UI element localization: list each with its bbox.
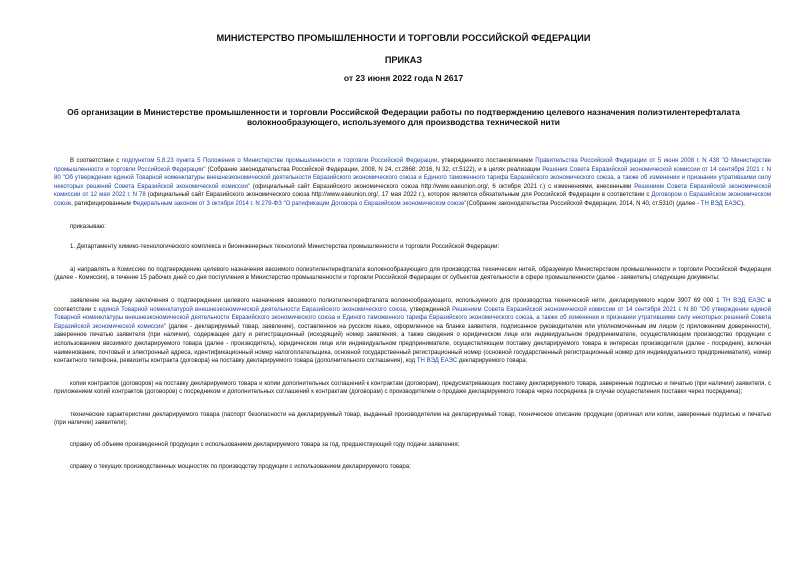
item-1: 1. Департаменту химико-технологического комплекса и биоинженерных технологий Министерства промышленности и торговли Российской Федерации: [70,244,500,251]
link-eec-decision-80[interactable]: Решения Совета Евразийской экономической комиссии от 14 сентября 2021 г. N 80 "Об утверждении единой Товарной номенклатуры внешнеэкономической деятельности Евразийского экономического союза и Единого таможенного тарифа Евразийского экономического союза, а также об изменении и признании утратившими силу некоторых решений Совета Евразийской экономической комиссии" [54,166,771,190]
application-paragraph: заявление на выдачу заключения о подтверждении целевого назначения ввозимого полиэтилентерефталата волокнообразующего, используемого для производства технической нити, декларируемого кодом 3907 69 000 1 ТН ВЭД ЕАЭС в соответствии с единой Товарной номенклатурой внешнеэкономической деятельности Евразийского экономического союза, утвержденной Решением Совета Евразийской экономической комиссии от 14 сентября 2021 г. N 80 "Об утверждении единой Товарной номенклатуры внешнеэкономической деятельности Евразийского экономического союза и Единого таможенного тарифа Евразийского экономического союза, а также об изменении и признании утратившими силу некоторых решений Совета Евразийской экономической комиссии" (далее - декларируемый товар, заявление), составленное на русском языке, оформленное на бланке заявителя, подписанное руководителем или уполномоченным им лицом (с приложением доверенности), заверенное печатью заявителя (при наличии), содержащее дату и регистрационный (исходящий) номер заявления, а также сведения о юридическом лице или индивидуальном предпринимателе, осуществляющем производство продукции с использованием ввозимого декларируемого товара (далее - производитель), юридическом лице или индивидуальном предпринимателе, осуществляющем поставку декларируемого товара в интересах производителя (далее - посредник), включая наименование, почтовый и электронный адреса, идентификационный номер налогоплательщика, основной государственный регистрационный номер (основной государственный регистрационный номер для индивидуального предпринимателя), номер контактного телефона, реквизиты контракта (договора) на поставку декларируемого товара (дополнительного соглашения), код ТН ВЭД ЕАЭС декларируемого товара; [54,297,772,365]
contracts-paragraph: копии контрактов (договоров) на поставку декларируемого товара и копии дополнительных соглашений к контрактам (договорам), предусматривающих поставку декларируемого товара, заверенные подписью и печатью (при наличии) заявителя, с приложением копий контрактов (договоров) с посредником и дополнительных соглашений к контрактам (договорам) с производителем о продаже декларируемого товара через посредника (в случае осуществления поставки через посредника); [54,380,771,396]
link-eec-decision-80[interactable]: Решением Совета Евразийской экономической комиссии от 14 сентября 2021 г. N 80 "Об утверждении единой Товарной номенклатуры внешнеэкономической деятельности Евразийского экономического союза и Единого таможенного тарифа Евразийского экономического союза, а также об изменении и признании утратившими силу некоторых решений Совета Евразийской экономической комиссии" [54,306,772,330]
link-tn-ved-eaeu[interactable]: ТН ВЭД ЕАЭС [700,200,742,207]
order-word: приказываю: [70,223,106,230]
production-volume-paragraph: справку об объеме произведенной продукции с использованием декларируемого товара за год, предшествующий году подачи заявления; [70,442,460,449]
link-tn-ved-eaeu[interactable]: ТН ВЭД ЕАЭС [416,358,458,365]
item-1a: а) направлять в Комиссию по подтверждению целевого назначения ввозимого полиэтилентерефталата волокнообразующего для производства технических нитей, образуемую Министерством промышленности и торговли Российской Федерации (далее - Комиссия), в течение 15 рабочих дней со дня поступления в Министерство промышленности и торговли Российской Федерации от субъектов деятельности в сфере промышленности (далее - заявитель) следующие документы: [54,266,771,282]
specifications-paragraph: технические характеристики декларируемого товара (паспорт безопасности на декларируемый товар, выданный производителем на декларируемый товар, техническое описание продукции (оригинал или копии, заверенные подписью и печатью (при наличии) заявителя); [54,411,771,427]
link-government-decree-438[interactable]: Правительства Российской Федерации от 5 июня 2008 г. N 438 "О Министерстве промышленности и торговли Российской Федерации" [54,158,771,173]
link-eaeu-treaty[interactable]: Договором о Евразийском экономическом союзе [54,192,772,207]
link-regulation-subpoint[interactable]: подпунктом 5.8.23 пункта 5 Положения о Министерстве промышленности и торговли Российской Федерации [121,158,438,164]
link-tn-ved-eaeu[interactable]: ТН ВЭД ЕАЭС [722,297,765,304]
production-capacity-paragraph: справку о текущих производственных мощностях по производству продукции с использованием декларируемого товара; [70,463,411,470]
document-body [54,157,771,471]
link-eec-decision-78[interactable]: Решением Совета Евразийской экономической комиссии от 12 мая 2022 г. N 78 [54,183,771,199]
link-federal-law-279[interactable]: Федеральным законом от 3 октября 2014 г. N 279-ФЗ "О ратификации Договора о Евразийском экономическом союзе" [132,200,467,207]
document-type: ПРИКАЗ [384,55,423,65]
preamble-paragraph: В соответствии с подпунктом 5.8.23 пункта 5 Положения о Министерстве промышленности и торговли Российской Федерации, утвержденного постановлением Правительства Российской Федерации от 5 июня 2008 г. N 438 "О Министерстве промышленности и торговли Российской Федерации" (Собрание законодательства Российской Федерации, 2008, N 24, ст.2868; 2016, N 32, ст.5122), и в целях реализации Решения Совета Евразийской экономической комиссии от 14 сентября 2021 г. N 80 "Об утверждении единой Товарной номенклатуры внешнеэкономической деятельности Евразийского экономического союза и Единого таможенного тарифа Евразийского экономического союза, а также об изменении и признании утратившими силу некоторых решений Совета Евразийской экономической комиссии" (официальный сайт Евразийского экономического союза http://www.eaeunion.org/, 6 октября 2021 г.) с изменениями, внесенными Решением Совета Евразийской экономической комиссии от 12 мая 2022 г. N 78 (официальный сайт Евразийского экономического союза http://www.eaeunion.org/, 17 мая 2022 г.), которое является обязательным для Российской Федерации в соответствии с Договором о Евразийском экономическом союзе, ратифицированным Федеральным законом от 3 октября 2014 г. N 279-ФЗ "О ратификации Договора о Евразийском экономическом союзе"(Собрание законодательства Российской Федерации, 2014, N 40, ст.5310) (далее - ТН ВЭД ЕАЭС), [54,158,772,207]
ministry-heading: МИНИСТЕРСТВО ПРОМЫШЛЕННОСТИ И ТОРГОВЛИ РОССИЙСКОЙ ФЕДЕРАЦИИ [216,33,591,43]
document-title: Об организации в Министерстве промышленности и торговли Российской Федерации работы по подтверждению целевого назначения полиэтилентерефталата волокнообразующего, используемого для производства технической нити [67,107,740,127]
document-date-number: от 23 июня 2022 года N 2617 [343,73,464,83]
link-unified-nomenclature[interactable]: единой Товарной номенклатурой внешнеэкономической деятельности Евразийского экономического союза [98,306,406,313]
